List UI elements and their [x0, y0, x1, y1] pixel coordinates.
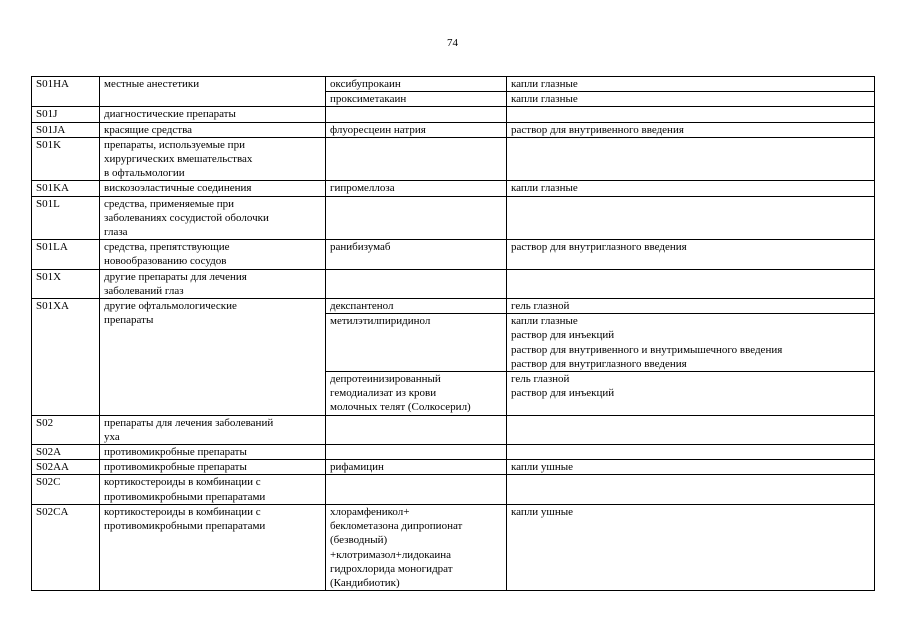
atc-code-cell: S02CA [32, 504, 100, 590]
group-cell: кортикостероиды в комбинации с противомикробными препаратами [100, 504, 326, 590]
dosage-form-cell: раствор для внутриглазного введения [507, 240, 875, 269]
drug-cell [326, 269, 507, 298]
drug-cell: проксиметакаин [326, 92, 507, 107]
dosage-form-cell: капли глазные [507, 92, 875, 107]
table-row [32, 299, 875, 314]
atc-code-cell: S02 [32, 415, 100, 444]
group-cell: диагностические препараты [100, 107, 326, 122]
group-cell: кортикостероиды в комбинации с противомикробными препаратами [100, 475, 326, 504]
dosage-form-cell: раствор для внутривенного введения [507, 122, 875, 137]
table-row [32, 77, 875, 92]
table-row [32, 107, 875, 122]
page-number: 74 [447, 37, 458, 49]
atc-code-cell: S02A [32, 445, 100, 460]
dosage-form-cell [507, 475, 875, 504]
group-cell: красящие средства [100, 122, 326, 137]
group-cell: средства, препятствующие новообразованию сосудов [100, 240, 326, 269]
drug-cell [326, 107, 507, 122]
drug-cell: флуоресцеин натрия [326, 122, 507, 137]
drug-cell: гипромеллоза [326, 181, 507, 196]
atc-code-cell: S01LA [32, 240, 100, 269]
table-row [32, 445, 875, 460]
dosage-form-cell: гель глазной раствор для инъекций [507, 372, 875, 416]
table-row [32, 122, 875, 137]
dosage-form-cell [507, 137, 875, 181]
atc-code-cell: S01XA [32, 299, 100, 416]
dosage-form-cell [507, 445, 875, 460]
table-row [32, 137, 875, 181]
drug-cell [326, 137, 507, 181]
drug-cell [326, 196, 507, 240]
dosage-form-cell [507, 269, 875, 298]
group-cell: противомикробные препараты [100, 460, 326, 475]
drug-cell: оксибупрокаин [326, 77, 507, 92]
atc-code-cell: S01KA [32, 181, 100, 196]
atc-code-cell: S01HA [32, 77, 100, 107]
drug-cell [326, 445, 507, 460]
table-row [32, 475, 875, 504]
group-cell: препараты, используемые при хирургических вмешательствах в офтальмологии [100, 137, 326, 181]
drug-cell: декспантенол [326, 299, 507, 314]
atc-code-cell: S01JA [32, 122, 100, 137]
atc-code-cell: S01J [32, 107, 100, 122]
table-row [32, 504, 875, 590]
drug-cell: депротеинизированный гемодиализат из крови молочных телят (Солкосерил) [326, 372, 507, 416]
atc-code-cell: S02AA [32, 460, 100, 475]
drug-cell: ранибизумаб [326, 240, 507, 269]
atc-code-cell: S01L [32, 196, 100, 240]
dosage-form-cell: капли глазные [507, 181, 875, 196]
group-cell: местные анестетики [100, 77, 326, 107]
dosage-form-cell [507, 107, 875, 122]
atc-code-cell: S02C [32, 475, 100, 504]
table-row [32, 415, 875, 444]
dosage-form-cell: капли ушные [507, 460, 875, 475]
table-row [32, 269, 875, 298]
table-row [32, 196, 875, 240]
table-row [32, 460, 875, 475]
atc-code-cell: S01X [32, 269, 100, 298]
dosage-form-cell [507, 196, 875, 240]
table-row [32, 181, 875, 196]
group-cell: противомикробные препараты [100, 445, 326, 460]
drug-cell: метилэтилпиридинол [326, 314, 507, 372]
group-cell: другие препараты для лечения заболеваний глаз [100, 269, 326, 298]
group-cell: препараты для лечения заболеваний уха [100, 415, 326, 444]
table-row [32, 240, 875, 269]
group-cell: средства, применяемые при заболеваниях сосудистой оболочки глаза [100, 196, 326, 240]
drug-cell: рифамицин [326, 460, 507, 475]
table-body [32, 77, 875, 591]
group-cell: другие офтальмологические препараты [100, 299, 326, 416]
dosage-form-cell: гель глазной [507, 299, 875, 314]
dosage-form-cell: капли глазные раствор для инъекций раствор для внутривенного и внутримышечного введения раствор для внутриглазного введения [507, 314, 875, 372]
drug-classification-table [31, 76, 875, 591]
atc-code-cell: S01K [32, 137, 100, 181]
dosage-form-cell [507, 415, 875, 444]
drug-cell [326, 415, 507, 444]
drug-cell: хлорамфеникол+ беклометазона дипропионат (безводный) +клотримазол+лидокаина гидрохлорида моногидрат (Кандибиотик) [326, 504, 507, 590]
group-cell: вискозоэластичные соединения [100, 181, 326, 196]
dosage-form-cell: капли глазные [507, 77, 875, 92]
dosage-form-cell: капли ушные [507, 504, 875, 590]
drug-cell [326, 475, 507, 504]
